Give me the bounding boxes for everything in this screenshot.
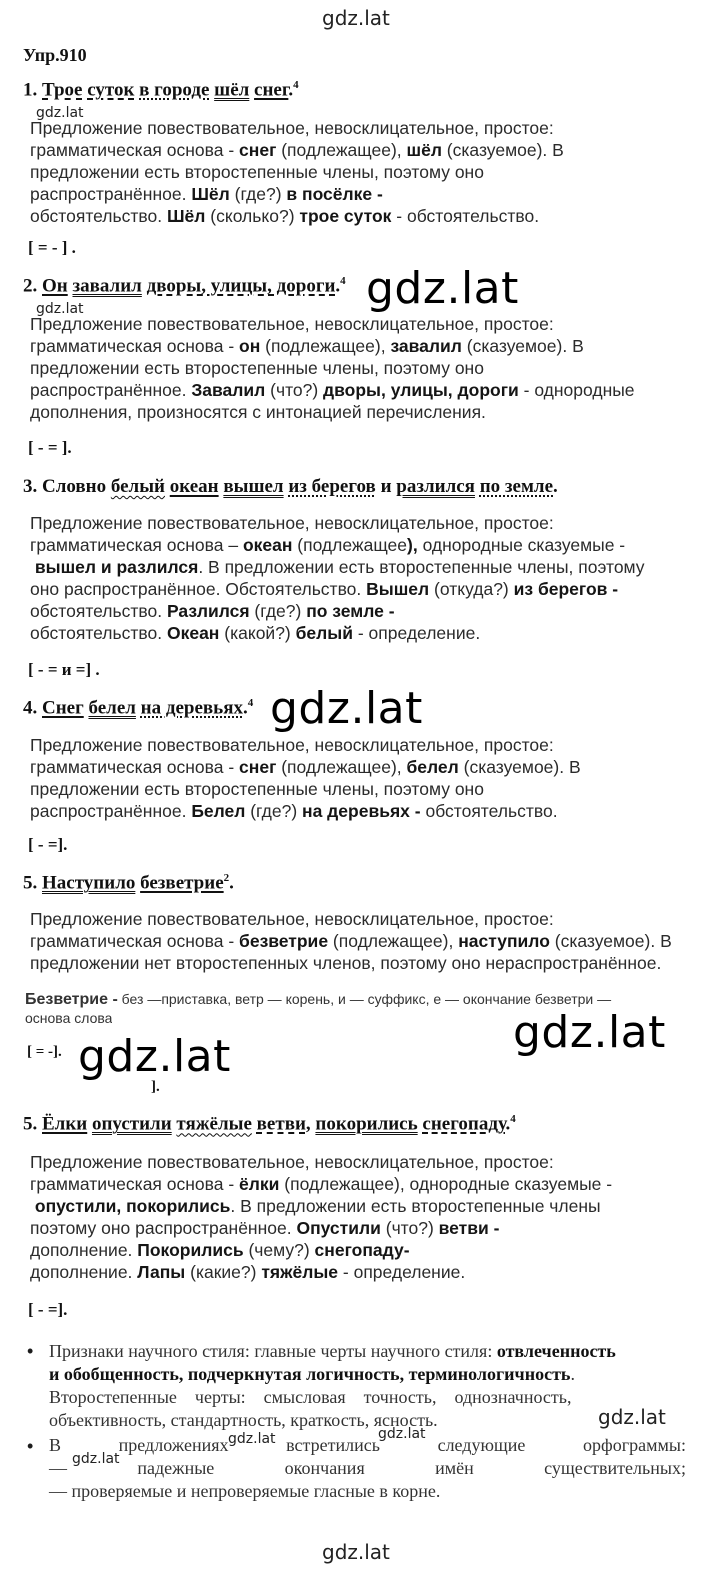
- text-line: дополнение. Лапы (какие?) тяжёлые - определение.: [30, 1262, 466, 1282]
- text-line: поэтому оно распространённое. Опустили (что?) ветви -: [30, 1218, 500, 1238]
- analysis-1: [30, 117, 564, 227]
- text-line: предложении есть второстепенные члены, поэтому оно: [30, 358, 484, 378]
- analysis-6: [30, 1151, 612, 1283]
- subject: безветрие: [140, 872, 224, 894]
- sentence-4: [23, 697, 253, 719]
- punctuation: .: [229, 872, 234, 894]
- text-line: вышел и разлился. В предложении есть второстепенные члены, поэтому: [34, 557, 645, 577]
- text-line: Признаки научного стиля: главные черты научного стиля: отвлеченность: [49, 1341, 616, 1361]
- bullet-marker: •: [27, 1341, 34, 1361]
- adverbial: на деревьях: [140, 697, 244, 719]
- text-line: — падежные окончания имён существительных;: [49, 1458, 686, 1478]
- text-line: обстоятельство. Океан (какой?) белый - определение.: [30, 623, 481, 643]
- word: суток: [87, 79, 135, 101]
- attribute: тяжёлые: [176, 1113, 252, 1135]
- predicate: опустили: [91, 1113, 172, 1135]
- text-line: дополнения, произносятся с интонацией перечисления.: [30, 402, 486, 422]
- watermark-small: gdz.lat: [72, 1451, 120, 1467]
- sentence-1: [23, 79, 299, 101]
- analysis-4: [30, 734, 581, 822]
- text-line: грамматическая основа - безветрие (подлежащее), наступило (сказуемое). В: [30, 931, 672, 951]
- superscript: 4: [293, 79, 299, 91]
- sentence-number: 4.: [23, 697, 38, 719]
- text-line: опустили, покорились. В предложении есть второстепенные члены: [34, 1196, 601, 1216]
- text-line: Второстепенные черты: смысловая точность, однозначность,: [49, 1387, 572, 1407]
- watermark-large: gdz.lat: [366, 263, 519, 314]
- subject: Ёлки: [42, 1113, 88, 1135]
- punctuation: .: [243, 697, 248, 719]
- scheme-1: [ = - ] .: [28, 238, 76, 257]
- attribute: белый: [110, 476, 165, 497]
- predicate: белел: [88, 697, 136, 719]
- watermark-bottom: gdz.lat: [322, 1540, 390, 1564]
- predicate: разлился: [396, 476, 475, 497]
- watermark-large: gdz.lat: [78, 1031, 231, 1082]
- text-line: — проверяемые и непроверяемые гласные в корне.: [49, 1481, 441, 1501]
- text-line: и обобщенность, подчеркнутая логичность, терминологичность.: [49, 1364, 575, 1384]
- punctuation: .: [553, 476, 558, 497]
- word: и: [380, 476, 392, 497]
- sentence-number: 5.: [23, 872, 38, 894]
- object: снегопаду: [422, 1113, 506, 1135]
- text-line: распространённое. Белел (где?) на деревьях - обстоятельство.: [30, 801, 558, 821]
- text-line: предложении есть второстепенные члены, поэтому оно: [30, 779, 484, 799]
- analysis-3: [30, 512, 645, 644]
- sentence-number: 2.: [23, 275, 38, 297]
- predicate: Наступило: [42, 872, 136, 894]
- punctuation: .: [288, 79, 294, 101]
- word: Словно: [42, 476, 107, 497]
- text-line: Предложение повествовательное, невосклицательное, простое:: [30, 118, 554, 138]
- sentence-number: 5.: [23, 1113, 38, 1135]
- text-line: распространённое. Шёл (где?) в посёлке -: [30, 184, 383, 204]
- predicate: завалил: [72, 275, 142, 297]
- text-line: грамматическая основа - снег (подлежащее), белел (сказуемое). В: [30, 757, 581, 777]
- watermark-small: gdz.lat: [378, 1426, 426, 1442]
- sentence-6: 5. Ёлки опустили тяжёлые ветви, покорились снегопаду.$^4$: [23, 1113, 516, 1135]
- morpheme-base: основа слова: [25, 1010, 113, 1024]
- watermark-small: gdz.lat: [36, 105, 84, 121]
- watermark-large: gdz.lat: [270, 683, 423, 734]
- predicate: шёл: [214, 79, 250, 101]
- adverbial: из берегов: [288, 476, 376, 497]
- watermark-small: gdz.lat: [228, 1431, 276, 1447]
- scheme-6: [ - =].: [28, 1300, 68, 1319]
- text-line: В предложениях встретились следующие орфограммы:: [49, 1435, 686, 1455]
- text-line: оно распространённое. Обстоятельство. Вышел (откуда?) из берегов -: [30, 579, 619, 599]
- scheme-2: [ - = ].: [28, 438, 72, 457]
- scheme-4: [ - =].: [28, 835, 68, 854]
- superscript: 4: [247, 697, 254, 709]
- text-line: дополнение. Покорились (чему?) снегопаду-: [30, 1240, 410, 1260]
- objects: дворы, улицы, дороги: [146, 275, 336, 297]
- text-line: предложении нет второстепенных членов, поэтому оно нераспространённое.: [30, 953, 662, 973]
- watermark-small: gdz.lat: [36, 301, 84, 317]
- page-title: Упр.910: [23, 45, 87, 65]
- bullet-marker: •: [27, 1436, 34, 1456]
- text-line: Предложение повествовательное, невосклицательное, простое:: [30, 909, 554, 929]
- scheme-5: [ = -].: [27, 1044, 62, 1060]
- text-line: грамматическая основа – океан (подлежащее), однородные сказуемые -: [30, 535, 626, 555]
- text-line: Предложение повествовательное, невосклицательное, простое:: [30, 513, 554, 533]
- text-line: грамматическая основа - ёлки (подлежащее), однородные сказуемые -: [30, 1174, 613, 1194]
- predicate: покорились: [315, 1113, 418, 1135]
- superscript: 2: [223, 872, 230, 884]
- sentence-number: 3.: [23, 476, 38, 497]
- text-line: обстоятельство. Разлился (где?) по земле -: [30, 601, 395, 621]
- sentence-2: [23, 275, 346, 297]
- analysis-2: [30, 313, 635, 423]
- bullet-style-features: [49, 1340, 686, 1432]
- subject: Снег: [42, 697, 84, 719]
- punctuation: .: [505, 1113, 511, 1135]
- word: в городе: [139, 79, 210, 101]
- superscript: 4: [510, 1113, 516, 1125]
- text-line: распространённое. Завалил (что?) дворы, улицы, дороги - однородные: [30, 380, 635, 400]
- word: Трое: [42, 79, 83, 101]
- analysis-5: [30, 908, 672, 974]
- watermark-medium: gdz.lat: [598, 1405, 666, 1429]
- object: ветви: [256, 1113, 306, 1135]
- sentence-number: 1.: [23, 79, 38, 101]
- morpheme-analysis: Безветрие - без —приставка, ветр — корень, и — суффикс, е — окончание безветри —: [25, 991, 612, 1008]
- bullet-orthograms: [49, 1434, 686, 1503]
- text-line: Предложение повествовательное, невосклицательное, простое:: [30, 735, 554, 755]
- text-line: предложении есть второстепенные члены, поэтому оно: [30, 162, 484, 182]
- watermark-top: gdz.lat: [322, 6, 390, 30]
- text-line: Предложение повествовательное, невосклицательное, простое:: [30, 314, 554, 334]
- text-line: обстоятельство. Шёл (сколько?) трое суток - обстоятельство.: [30, 206, 540, 226]
- scheme-5-fragment: ].: [151, 1079, 160, 1095]
- subject: океан: [169, 476, 219, 497]
- watermark-large: gdz.lat: [513, 1007, 666, 1058]
- sentence-5: [23, 872, 234, 894]
- superscript: 4: [340, 275, 346, 287]
- predicate: вышел: [223, 476, 284, 497]
- scheme-3: [ - = и =] .: [28, 660, 100, 679]
- sentence-3: [23, 476, 558, 498]
- subject: снег: [254, 79, 289, 101]
- text-line: грамматическая основа - снег (подлежащее), шёл (сказуемое). В: [30, 140, 564, 160]
- text-line: грамматическая основа - он (подлежащее), завалил (сказуемое). В: [30, 336, 584, 356]
- subject: Он: [42, 275, 68, 297]
- text-line: Предложение повествовательное, невосклицательное, простое:: [30, 1152, 554, 1172]
- adverbial: по земле: [479, 476, 554, 497]
- punctuation: .: [335, 275, 341, 297]
- morpheme-word: Безветрие -: [25, 991, 118, 1008]
- text-line: объективность, стандартность, краткость, ясность.: [49, 1410, 438, 1430]
